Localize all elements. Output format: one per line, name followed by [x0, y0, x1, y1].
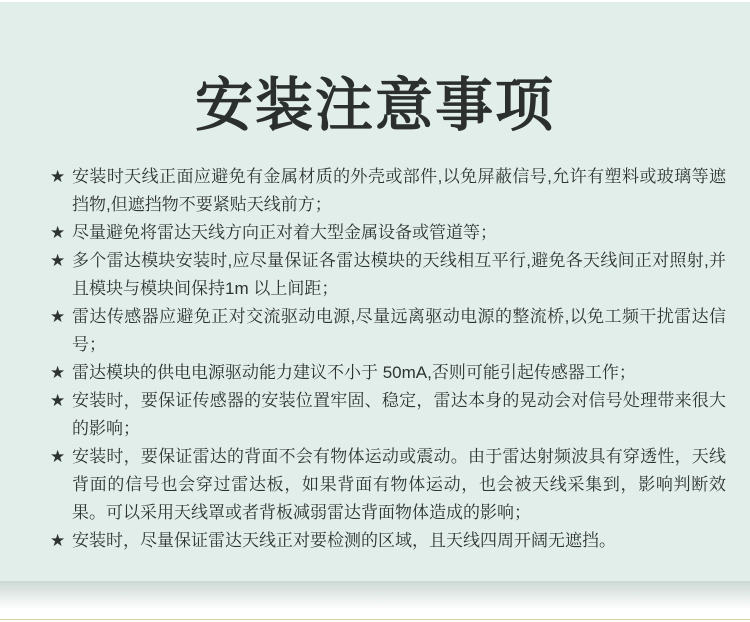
- star-bullet-icon: ★: [50, 307, 66, 326]
- list-item: [50, 163, 726, 219]
- page-title: 安装注意事项: [194, 72, 555, 138]
- list-item: [50, 443, 726, 527]
- star-bullet-icon: ★: [50, 363, 66, 382]
- list-item: [50, 303, 726, 359]
- list-item: [50, 387, 726, 443]
- list-item-text: 尽量避免将雷达天线方向正对着大型金属设备或管道等；: [72, 223, 497, 242]
- list-item-text: 雷达模块的供电电源驱动能力建议不小于 50mA,否则可能引起传感器工作；: [72, 363, 636, 382]
- list-item: [50, 219, 726, 247]
- star-bullet-icon: ★: [50, 223, 66, 242]
- list-item-text: 雷达传感器应避免正对交流驱动电源,尽量远离驱动电源的整流桥,以免工频干扰雷达信号；: [72, 307, 726, 354]
- installation-notes-list: [50, 163, 726, 555]
- star-bullet-icon: ★: [50, 531, 66, 550]
- list-item: [50, 359, 726, 387]
- star-bullet-icon: ★: [50, 251, 66, 270]
- list-item: [50, 527, 726, 555]
- list-item-text: 多个雷达模块安装时,应尽量保证各雷达模块的天线相互平行,避免各天线间正对照射,并且模块与模块间保持1m 以上间距；: [72, 251, 726, 298]
- list-item: [50, 247, 726, 303]
- star-bullet-icon: ★: [50, 391, 66, 410]
- star-bullet-icon: ★: [50, 167, 66, 186]
- list-item-text: 安装时，要保证传感器的安装位置牢固、稳定，雷达本身的晃动会对信号处理带来很大的影响；: [72, 391, 726, 438]
- panel-bottom-shadow: [0, 581, 750, 611]
- list-item-text: 安装时，要保证雷达的背面不会有物体运动或震动。由于雷达射频波具有穿透性，天线背面的信号也会穿过雷达板，如果背面有物体运动，也会被天线采集到，影响判断效果。可以采用天线罩或者背板减弱雷达背面物体造成的影响；: [72, 447, 726, 522]
- star-bullet-icon: ★: [50, 447, 66, 466]
- section-divider-line: [0, 619, 750, 620]
- list-item-text: 安装时天线正面应避免有金属材质的外壳或部件,以免屏蔽信号,允许有塑料或玻璃等遮挡物,但遮挡物不要紧贴天线前方；: [72, 167, 726, 214]
- list-item-text: 安装时，尽量保证雷达天线正对要检测的区域，且天线四周开阔无遮挡。: [72, 531, 616, 550]
